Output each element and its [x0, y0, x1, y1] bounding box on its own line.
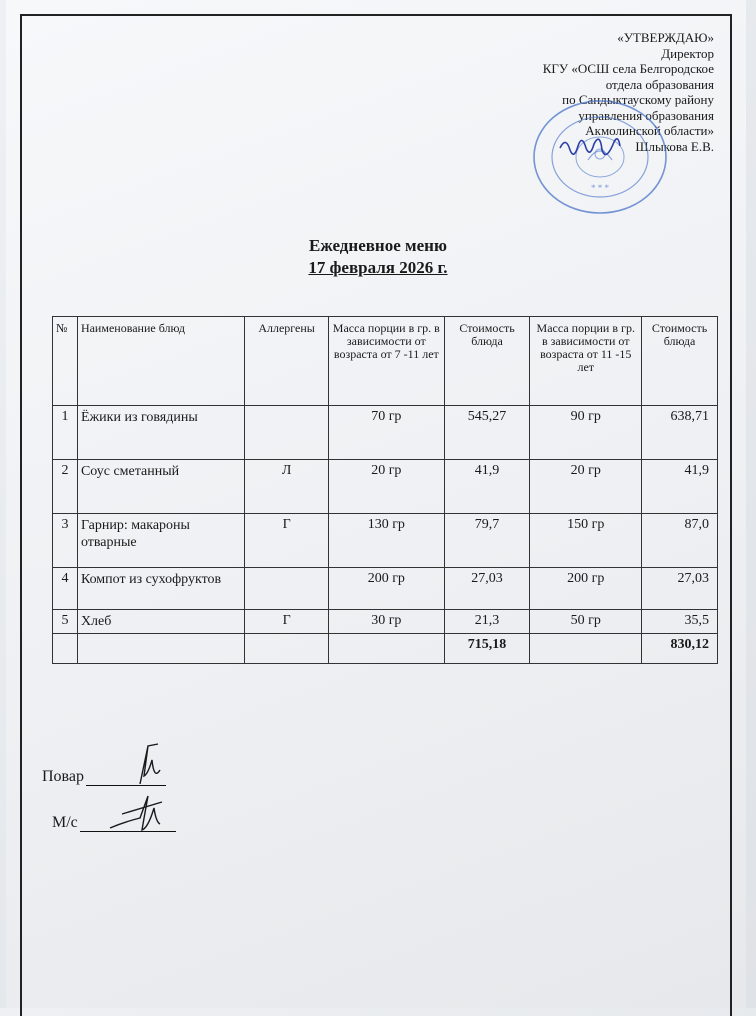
approval-line: отдела образования — [605, 76, 714, 92]
director-signature-icon — [556, 128, 624, 168]
portion-7-11: 20 гр — [329, 460, 445, 514]
allergen — [245, 406, 329, 460]
total-cost-7-11: 715,18 — [444, 634, 530, 664]
portion-11-15: 50 гр — [530, 610, 642, 634]
cost-7-11: 27,03 — [444, 568, 530, 610]
cost-7-11: 21,3 — [444, 610, 530, 634]
cost-7-11: 41,9 — [444, 460, 530, 514]
allergen: Л — [245, 460, 329, 514]
dish-name: Соус сметанный — [77, 460, 244, 514]
column-header: № — [53, 317, 78, 406]
nurse-label: М/с — [52, 814, 78, 831]
dish-name: Компот из сухофруктов — [77, 568, 244, 610]
cost-7-11: 79,7 — [444, 514, 530, 568]
table-row — [53, 568, 718, 610]
row-number: 1 — [53, 406, 78, 460]
approval-line: управления образования — [578, 107, 714, 123]
cost-11-15: 87,0 — [642, 514, 718, 568]
column-header: Масса порции в гр. в зависимости от возраста от 11 -15 лет — [530, 317, 642, 406]
approval-line: «УТВЕРЖДАЮ» — [617, 30, 714, 45]
column-header: Масса порции в гр. в зависимости от возраста от 7 -11 лет — [329, 317, 445, 406]
table-row — [53, 460, 718, 514]
table-row — [53, 406, 718, 460]
approval-line: КГУ «ОСШ села Белгородское — [542, 61, 714, 76]
allergen: Г — [245, 610, 329, 634]
portion-11-15: 200 гр — [530, 568, 642, 610]
dish-name: Хлеб — [77, 610, 244, 634]
dish-name: Ёжики из говядины — [77, 406, 244, 460]
dish-name: Гарнир: макароны отварные — [77, 514, 244, 568]
total-cost-11-15: 830,12 — [642, 634, 718, 664]
portion-7-11: 30 гр — [329, 610, 445, 634]
column-header: Аллергены — [245, 317, 329, 406]
svg-text:* * *: * * * — [591, 183, 609, 193]
row-number: 2 — [53, 460, 78, 514]
portion-11-15: 20 гр — [530, 460, 642, 514]
approval-line: Акмолинской области» — [585, 123, 714, 138]
column-header: Наименование блюд — [77, 317, 244, 406]
totals-row — [53, 634, 718, 664]
portion-7-11: 70 гр — [329, 406, 445, 460]
allergen: Г — [245, 514, 329, 568]
row-number: 4 — [53, 568, 78, 610]
approval-line: Шлыкова Е.В. — [635, 138, 714, 154]
portion-7-11: 200 гр — [329, 568, 445, 610]
approval-line: Директор — [661, 45, 714, 61]
row-number: 5 — [53, 610, 78, 634]
cost-7-11: 545,27 — [444, 406, 530, 460]
nurse-signature-icon — [104, 788, 174, 840]
column-header: Стоимость блюда — [642, 317, 718, 406]
cost-11-15: 41,9 — [642, 460, 718, 514]
document-title: Ежедневное меню — [309, 236, 447, 255]
table-header-row — [53, 317, 718, 406]
cost-11-15: 35,5 — [642, 610, 718, 634]
portion-11-15: 150 гр — [530, 514, 642, 568]
table-row — [53, 610, 718, 634]
row-number: 3 — [53, 514, 78, 568]
menu-table — [52, 316, 718, 664]
table-row — [53, 514, 718, 568]
portion-7-11: 130 гр — [329, 514, 445, 568]
approval-line: по Сандыктаускому району — [562, 92, 714, 107]
column-header: Стоимость блюда — [444, 317, 530, 406]
cost-11-15: 638,71 — [642, 406, 718, 460]
document-date: 17 февраля 2026 г. — [308, 258, 448, 277]
cook-signature-icon — [118, 740, 168, 790]
cost-11-15: 27,03 — [642, 568, 718, 610]
portion-11-15: 90 гр — [530, 406, 642, 460]
allergen — [245, 568, 329, 610]
cook-label: Повар — [42, 768, 84, 785]
